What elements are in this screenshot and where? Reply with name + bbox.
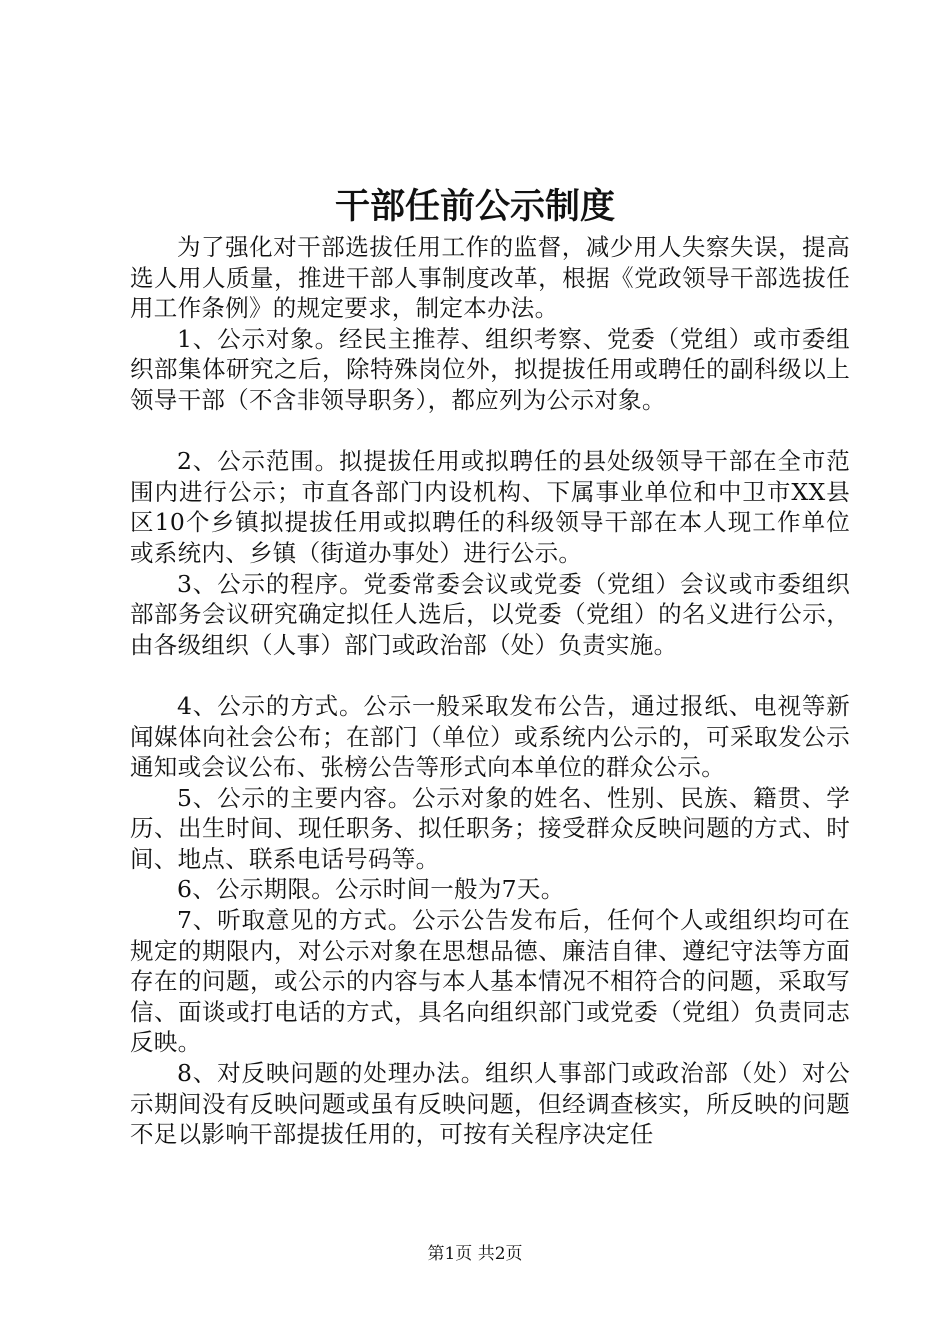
paragraph-8: 8、对反映问题的处理办法。组织人事部门或政治部（处）对公示期间没有反映问题或虽有反映问题，但经调查核实，所反映的问题不足以影响干部提拔任用的，可按有关程序决定任 (130, 1059, 850, 1149)
document-body (130, 232, 850, 1150)
paragraph-7: 7、听取意见的方式。公示公告发布后，任何个人或组织均可在规定的期限内，对公示对象在思想品德、廉洁自律、遵纪守法等方面存在的问题，或公示的内容与本人基本情况不相符合的问题，采取写信、面谈或打电话的方式，具名向组织部门或党委（党组）负责同志反映。 (130, 906, 850, 1057)
document-title: 干部任前公示制度 (334, 186, 615, 227)
paragraph-6: 6、公示期限。公示时间一般为7天。 (177, 875, 565, 904)
paragraph-5: 5、公示的主要内容。公示对象的姓名、性别、民族、籍贯、学历、出生时间、现任职务、拟任职务；接受群众反映问题的方式、时间、地点、联系电话号码等。 (130, 783, 850, 873)
paragraph-4: 4、公示的方式。公示一般采取发布公告，通过报纸、电视等新闻媒体向社会公布；在部门（单位）或系统内公示的，可采取发公示通知或会议公布、张榜公告等形式向本单位的群众公示。 (130, 691, 850, 782)
page-number-footer: 第1页 共2页 (427, 1244, 523, 1264)
paragraph-2: 2、公示范围。拟提拔任用或拟聘任的县处级领导干部在全市范围内进行公示；市直各部门内设机构、下属事业单位和中卫市XX县区10个乡镇拟提拔任用或拟聘任的科级领导干部在本人现工作单位或系统内、乡镇（街道办事处）进行公示。 (130, 447, 850, 567)
paragraph-3: 3、公示的程序。党委常委会议或党委（党组）会议或市委组织部部务会议研究确定拟任人选后，以党委（党组）的名义进行公示，由各级组织（人事）部门或政治部（处）负责实施。 (130, 569, 850, 659)
paragraph-1: 1、公示对象。经民主推荐、组织考察、党委（党组）或市委组织部集体研究之后，除特殊岗位外，拟提拔任用或聘任的副科级以上领导干部（不含非领导职务），都应列为公示对象。 (130, 324, 850, 414)
paragraph-intro: 为了强化对干部选拔任用工作的监督，减少用人失察失误，提高选人用人质量，推进干部人事制度改革，根据《党政领导干部选拔任用工作条例》的规定要求，制定本办法。 (130, 233, 850, 323)
